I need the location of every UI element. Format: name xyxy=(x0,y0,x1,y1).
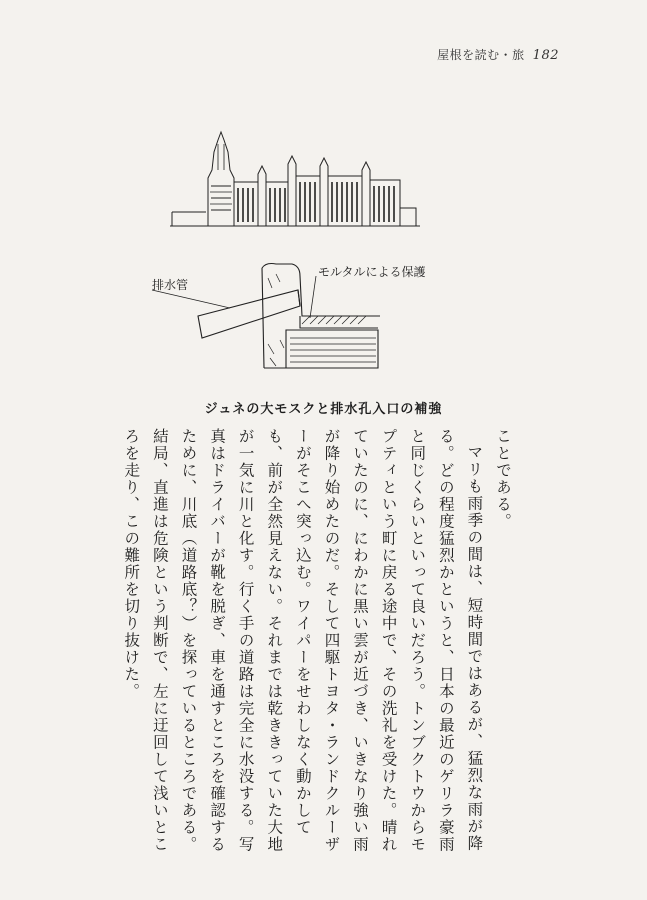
mosque-illustration xyxy=(170,130,420,230)
header-title: 屋根を読む・旅 xyxy=(437,48,525,62)
paragraph: マリも雨季の間は、短時間ではあるが、猛烈な雨が降る。どの程度猛烈かというと、日本の最近のゲリラ豪雨と同じくらいといって良いだろう。トンブクトウからモプティという町に戻る途中で、その洗礼を受けた。晴れていたのに、にわかに黒い雲が近づき、いきなり強い雨が降り始めたのだ。そして四駆トヨタ・ランドクルーザーがそこへ突っ込む。ワイパーをせわしなく動かしても、前が全然見えない。それまでは乾ききっていた大地が一気に川と化す。行く手の道路は完全に水没する。写真はドライバーが靴を脱ぎ、車を通すところを確認するために、川底（道路底？）を探っているところである。結局、直進は危険という判断で、左に迂回して浅いところを走り、この難所を切り抜けた。 xyxy=(122,428,484,853)
page-number: 182 xyxy=(532,48,559,63)
running-header xyxy=(437,46,559,63)
drain-pipe-label: 排水管 xyxy=(152,278,189,292)
paragraph: ことである。 xyxy=(494,428,512,530)
body-text xyxy=(117,428,517,868)
figure-caption: ジュネの大モスクと排水孔入口の補強 xyxy=(204,402,443,417)
mortar-protection-label: モルタルによる保護 xyxy=(318,265,426,279)
